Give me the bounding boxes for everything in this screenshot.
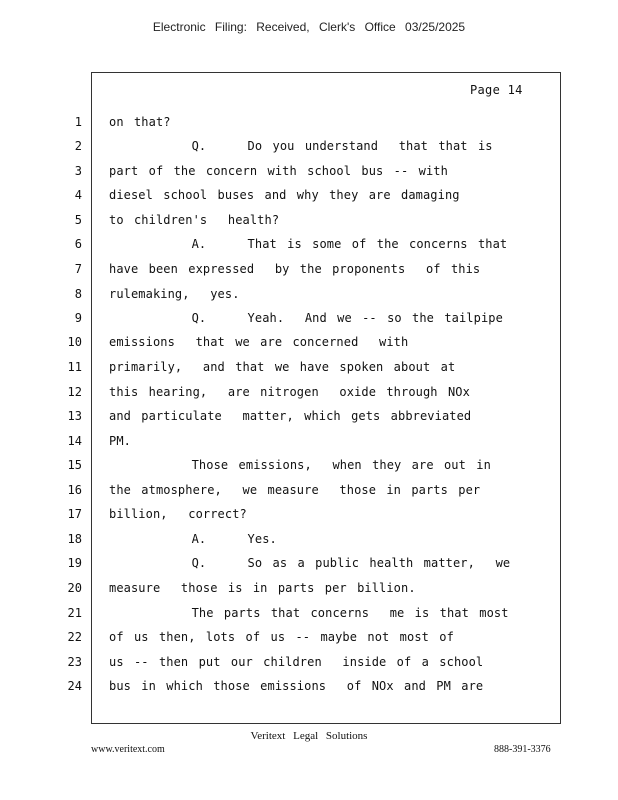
line-number: 20 xyxy=(67,581,82,595)
line-number: 14 xyxy=(67,434,82,448)
line-number: 8 xyxy=(74,287,82,301)
transcript-line: emissions that we are concerned with xyxy=(109,335,409,349)
line-number: 17 xyxy=(67,507,82,521)
line-number: 12 xyxy=(67,385,82,399)
transcript-line: of us then, lots of us -- maybe not most of xyxy=(109,630,454,644)
transcript-line: diesel school buses and why they are damaging xyxy=(109,188,460,202)
company-website: www.veritext.com xyxy=(91,744,165,755)
transcript-line: on that? xyxy=(109,115,171,129)
line-number: 3 xyxy=(74,164,82,178)
line-number: 11 xyxy=(67,360,82,374)
transcript-line: the atmosphere, we measure those in parts per xyxy=(109,483,481,497)
transcript-line: The parts that concerns me is that most xyxy=(109,606,509,620)
transcript-line: billion, correct? xyxy=(109,507,247,521)
line-number: 2 xyxy=(74,139,82,153)
line-number: 15 xyxy=(67,458,82,472)
transcript-line: have been expressed by the proponents of this xyxy=(109,262,481,276)
line-number: 7 xyxy=(74,262,82,276)
reporter-company: Veritext Legal Solutions xyxy=(250,730,368,742)
transcript-line: bus in which those emissions of NOx and PM are xyxy=(109,679,484,693)
transcript-line: Q. Do you understand that that is xyxy=(109,139,493,153)
line-number: 5 xyxy=(74,213,82,227)
line-number: 16 xyxy=(67,483,82,497)
line-number: 13 xyxy=(67,409,82,423)
line-number: 18 xyxy=(67,532,82,546)
transcript-line: Those emissions, when they are out in xyxy=(109,458,491,472)
transcript-line: us -- then put our children inside of a school xyxy=(109,655,484,669)
line-number: 10 xyxy=(67,335,82,349)
line-number: 9 xyxy=(74,311,82,325)
line-number: 21 xyxy=(67,606,82,620)
transcript-line: and particulate matter, which gets abbreviated xyxy=(109,409,472,423)
line-number: 22 xyxy=(67,630,82,644)
transcript-line: part of the concern with school bus -- with xyxy=(109,164,448,178)
line-number: 6 xyxy=(74,237,82,251)
line-number: 1 xyxy=(74,115,82,129)
company-phone: 888-391-3376 xyxy=(494,744,551,755)
line-number: 4 xyxy=(74,188,82,202)
line-number: 23 xyxy=(67,655,82,669)
transcript-line: rulemaking, yes. xyxy=(109,287,240,301)
transcript-line: measure those is in parts per billion. xyxy=(109,581,416,595)
transcript-line: PM. xyxy=(109,434,131,448)
transcript-line: A. Yes. xyxy=(109,532,277,546)
filing-stamp: Electronic Filing: Received, Clerk's Office 03/25/2025 xyxy=(152,20,466,34)
transcript-line: Q. Yeah. And we -- so the tailpipe xyxy=(109,311,503,325)
line-number: 19 xyxy=(67,556,82,570)
line-number: 24 xyxy=(67,679,82,693)
transcript-line: Q. So as a public health matter, we xyxy=(109,556,511,570)
transcript-line: this hearing, are nitrogen oxide through NOx xyxy=(109,385,470,399)
transcript-line: to children's health? xyxy=(109,213,280,227)
page-number: Page 14 xyxy=(470,83,523,97)
transcript-line: primarily, and that we have spoken about at xyxy=(109,360,456,374)
transcript-line: A. That is some of the concerns that xyxy=(109,237,508,251)
